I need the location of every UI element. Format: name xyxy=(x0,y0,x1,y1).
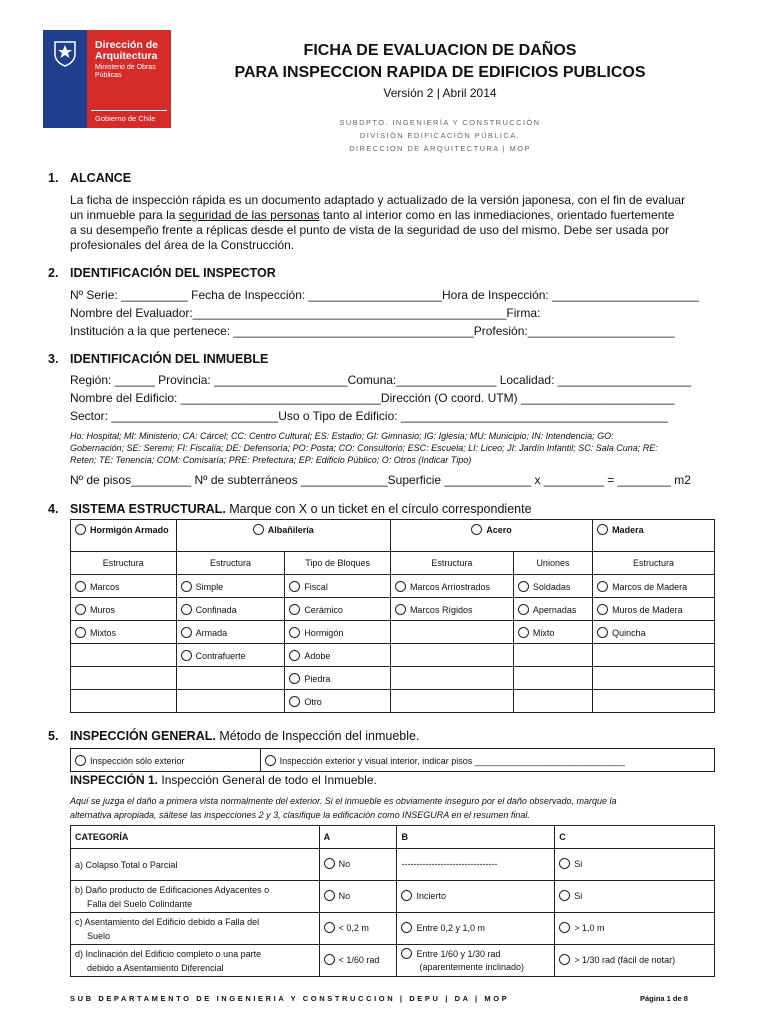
structural-cell[interactable] xyxy=(593,575,715,598)
inspection-1-header-row xyxy=(71,826,715,849)
structural-cell[interactable] xyxy=(390,575,513,598)
structural-option-label: Confinada xyxy=(195,604,237,615)
group-albanileria-cell[interactable] xyxy=(176,520,390,552)
radio-circle-icon[interactable] xyxy=(559,890,570,901)
dept-line-3: DIRECCION DE ARQUITECTURA | MOP xyxy=(349,144,531,153)
category-line-1: b) Daño producto de Edificaciones Adyacentes o xyxy=(75,884,270,895)
structural-cell xyxy=(593,690,715,713)
title-line-1: FICHA DE EVALUACION DE DAÑOS xyxy=(303,42,577,59)
head-a: A xyxy=(319,826,397,849)
section-1-heading xyxy=(48,171,131,185)
structural-cell xyxy=(71,644,177,667)
method-exterior-label: Inspección sólo exterior xyxy=(90,755,185,766)
structural-cell xyxy=(71,667,177,690)
method-interior-label: Inspección exterior y visual interior, indicar pisos ______________________________ xyxy=(279,755,625,766)
legend-line-3: Reten; TE: Tenencia; COM: Comisaría; PRE: Prefectura; EP: Edificio Público; O: Otros (Indicar Tipo) xyxy=(70,455,472,465)
radio-circle-icon[interactable] xyxy=(324,858,335,869)
building-name-field[interactable]: Nombre del Edificio: ______________________________Dirección (O coord. UTM) _______________________ xyxy=(70,391,675,405)
section-1-title: ALCANCE xyxy=(70,171,132,185)
radio-circle-icon[interactable] xyxy=(597,524,608,535)
logo-blue-band xyxy=(43,30,87,128)
option-a[interactable] xyxy=(319,881,397,913)
note-line-1: Aquí se juzga el daño a primera vista normalmente del exterior. Si el inmueble es obviamente inseguro por el daño observado, marque la xyxy=(70,796,617,806)
title-line-2: PARA INSPECCION RAPIDA DE EDIFICIOS PUBLICOS xyxy=(234,64,646,81)
structural-option-label: Quincha xyxy=(612,627,646,638)
radio-circle-icon[interactable] xyxy=(181,650,192,661)
structural-option-label: Marcos xyxy=(90,581,120,592)
radio-circle-icon[interactable] xyxy=(395,604,406,615)
underlined-phrase: seguridad de las personas xyxy=(178,208,320,222)
group-albanileria-label: Albañilería xyxy=(267,525,314,535)
radio-circle-icon[interactable] xyxy=(518,604,529,615)
section-4-title: SISTEMA ESTRUCTURAL. xyxy=(70,502,226,516)
category-line-2: Suelo xyxy=(87,930,111,941)
structural-option-label: Marcos Rígidos xyxy=(409,604,473,615)
structural-option-label: Marcos de Madera xyxy=(612,581,688,592)
section-1-number: 1. xyxy=(48,171,59,185)
structural-cell xyxy=(176,667,285,690)
group-acero-label: Acero xyxy=(486,525,512,535)
option-c[interactable] xyxy=(555,913,715,945)
method-interior-option[interactable] xyxy=(260,749,714,772)
option-c-label: Si xyxy=(574,891,583,901)
section-3-title: IDENTIFICACIÓN DEL INMUEBLE xyxy=(70,352,269,366)
option-b[interactable] xyxy=(397,945,555,977)
group-hormigon-cell[interactable] xyxy=(71,520,177,552)
structural-cell[interactable] xyxy=(176,621,285,644)
structural-cell[interactable] xyxy=(176,644,285,667)
structural-option-label: Soldadas xyxy=(532,581,571,592)
structural-option-label: Piedra xyxy=(304,673,331,684)
structural-cell[interactable] xyxy=(593,621,715,644)
structural-row xyxy=(71,644,715,667)
logo-title xyxy=(95,40,158,62)
radio-circle-icon[interactable] xyxy=(324,922,335,933)
structural-row xyxy=(71,598,715,621)
radio-circle-icon[interactable] xyxy=(75,755,86,766)
radio-circle-icon[interactable] xyxy=(289,581,300,592)
radio-circle-icon[interactable] xyxy=(324,890,335,901)
option-c[interactable] xyxy=(555,881,715,913)
radio-circle-icon[interactable] xyxy=(559,922,570,933)
group-madera-label: Madera xyxy=(612,525,644,535)
building-region-field[interactable]: Región: ______ Provincia: ____________________Comuna:_______________ Localidad: ____________________ xyxy=(70,373,692,387)
structural-cell[interactable] xyxy=(176,598,285,621)
category-cell xyxy=(71,913,320,945)
radio-circle-icon[interactable] xyxy=(471,524,482,535)
option-a-label: No xyxy=(338,891,351,901)
radio-circle-icon[interactable] xyxy=(75,604,86,615)
radio-circle-icon[interactable] xyxy=(518,581,529,592)
chile-crest-icon xyxy=(49,36,81,68)
section-5-instruction: Método de Inspección del inmueble. xyxy=(215,729,420,743)
structural-option-label: Cerámico xyxy=(304,604,343,615)
section-2-title: IDENTIFICACIÓN DEL INSPECTOR xyxy=(70,266,276,280)
inspector-name-field[interactable]: Nombre del Evaluador:_______________________________________________Firma: xyxy=(70,306,541,320)
option-a[interactable] xyxy=(319,849,397,881)
dept-line-2: DIVISIÓN EDIFICACIÓN PÚBLICA. xyxy=(359,131,521,140)
structural-option-label: Hormigón xyxy=(304,627,344,638)
structural-option-label: Marcos Arriostrados xyxy=(409,581,490,592)
radio-circle-icon[interactable] xyxy=(401,948,412,959)
inspection-1-row xyxy=(71,913,715,945)
paragraph-line-2b: tanto al interior como en las inmediaciones, orientado fuertemente xyxy=(319,208,675,222)
building-type-legend xyxy=(70,430,720,466)
inspection-1-heading xyxy=(70,773,377,787)
option-b-label: Entre 0,2 y 1,0 m xyxy=(416,923,485,933)
structural-cell xyxy=(593,667,715,690)
option-a[interactable] xyxy=(319,913,397,945)
option-b[interactable] xyxy=(397,881,555,913)
structural-cell[interactable] xyxy=(71,621,177,644)
subhead-cell: Estructura xyxy=(390,552,513,575)
category-line-2: debido a Asentamiento Diferencial xyxy=(87,962,224,973)
structural-cell[interactable] xyxy=(71,575,177,598)
structural-cell[interactable] xyxy=(285,644,391,667)
section-4-heading xyxy=(48,502,532,516)
radio-circle-icon[interactable] xyxy=(401,890,412,901)
structural-option-label: Mixto xyxy=(532,627,555,638)
radio-circle-icon[interactable] xyxy=(75,581,86,592)
legend-line-1: Ho: Hospital; MI: Ministerio; CA: Cárcel; CC: Centro Cultural; ES: Estadio; GI: Gimnasio; IG: Iglesia; MU: Municipio; IN: Intendencia; GO: xyxy=(70,431,614,441)
radio-circle-icon[interactable] xyxy=(253,524,264,535)
inspector-serial-field[interactable]: Nº Serie: __________ Fecha de Inspección: ____________________Hora de Inspección: ______________________ xyxy=(70,288,699,302)
structural-options-body xyxy=(71,575,715,713)
structural-cell xyxy=(390,621,513,644)
logo-line-2: Arquitectura xyxy=(95,50,158,62)
structural-cell xyxy=(513,667,592,690)
radio-circle-icon[interactable] xyxy=(559,858,570,869)
section-2-heading xyxy=(48,266,276,280)
radio-circle-icon[interactable] xyxy=(181,604,192,615)
structural-cell[interactable] xyxy=(593,598,715,621)
section-5-heading xyxy=(48,729,419,743)
inspection-1-row xyxy=(71,849,715,881)
category-cell xyxy=(71,849,320,881)
structural-cell[interactable] xyxy=(513,598,592,621)
logo-line-3: Ministerio de Obras xyxy=(95,64,156,71)
structural-option-label: Muros de Madera xyxy=(612,604,683,615)
structural-row xyxy=(71,575,715,598)
inspection-1-row xyxy=(71,881,715,913)
option-b-label: -------------------------------- xyxy=(401,859,498,869)
structural-cell[interactable] xyxy=(285,621,391,644)
structural-cell xyxy=(593,644,715,667)
option-a[interactable] xyxy=(319,945,397,977)
structural-cell[interactable] xyxy=(285,575,391,598)
section-1-paragraph xyxy=(70,193,720,253)
option-b[interactable] xyxy=(397,913,555,945)
category-line-1: a) Colapso Total o Parcial xyxy=(75,859,178,870)
legend-line-2: Gobernación; SE: Seremi; FI: Fiscalía; DE: Defensoría; PO: Posta; CO: Consultorio; ESC: Escuela; LI: Liceo; JI: Jardín Infantil; SC: Sala Cuna; RE: xyxy=(70,443,658,453)
structural-option-label: Contrafuerte xyxy=(195,650,246,661)
structural-cell xyxy=(176,690,285,713)
structural-option-label: Fiscal xyxy=(304,581,328,592)
building-sector-field[interactable]: Sector: _________________________Uso o Tipo de Edificio: ________________________________________ xyxy=(70,409,668,423)
option-c-label: > 1/30 rad (fácil de notar) xyxy=(574,955,676,965)
option-b xyxy=(397,849,555,881)
inspection-1-note xyxy=(70,794,720,822)
radio-circle-icon[interactable] xyxy=(289,650,300,661)
option-b-sublabel: (aparentemente inclinado) xyxy=(419,961,525,972)
logo-divider xyxy=(91,110,167,111)
option-c[interactable] xyxy=(555,849,715,881)
dept-line-1: SUBDPTO. INGENIERÍA Y CONSTRUCCIÓN xyxy=(339,118,541,127)
paragraph-line-2a: un inmueble para la xyxy=(70,208,179,222)
radio-circle-icon[interactable] xyxy=(265,755,276,766)
option-a-label: No xyxy=(338,859,351,869)
subhead-cell: Uniones xyxy=(513,552,592,575)
structural-option-label: Apernadas xyxy=(532,604,577,615)
structural-cell[interactable] xyxy=(285,690,391,713)
radio-circle-icon[interactable] xyxy=(289,673,300,684)
subhead-cell: Estructura xyxy=(71,552,177,575)
building-floors-field[interactable]: Nº de pisos_________ Nº de subterráneos _____________Superficie _____________ x _________ = ________ m2 xyxy=(70,473,691,487)
radio-circle-icon[interactable] xyxy=(559,954,570,965)
inspection-method-table xyxy=(70,748,715,772)
radio-circle-icon[interactable] xyxy=(181,627,192,638)
method-exterior-option[interactable] xyxy=(71,749,261,772)
logo-subtitle xyxy=(95,64,156,80)
structural-row xyxy=(71,667,715,690)
radio-circle-icon[interactable] xyxy=(289,604,300,615)
structural-cell xyxy=(513,644,592,667)
structural-option-label: Adobe xyxy=(304,650,331,661)
structural-cell[interactable] xyxy=(285,667,391,690)
inspection-1-table xyxy=(70,825,715,977)
structural-cell[interactable] xyxy=(513,621,592,644)
radio-circle-icon[interactable] xyxy=(324,954,335,965)
radio-circle-icon[interactable] xyxy=(597,627,608,638)
category-cell xyxy=(71,945,320,977)
logo-line-4: Públicas xyxy=(95,72,122,79)
structural-option-label: Mixtos xyxy=(90,627,117,638)
section-4-instruction: Marque con X o un ticket en el círculo correspondiente xyxy=(225,502,532,516)
section-2-number: 2. xyxy=(48,266,59,280)
structural-option-label: Simple xyxy=(195,581,224,592)
radio-circle-icon[interactable] xyxy=(395,581,406,592)
option-c-label: Si xyxy=(574,859,583,869)
paragraph-line-3: a su desempeño frente a réplicas desde el punto de vista de la seguridad de uso del mismo. Debe ser usada por xyxy=(70,223,670,237)
group-madera-cell[interactable] xyxy=(593,520,715,552)
option-c-label: > 1,0 m xyxy=(574,923,605,933)
section-5-number: 5. xyxy=(48,729,59,743)
logo-line-1: Dirección de xyxy=(95,39,159,51)
category-line-2: Falla del Suelo Colindante xyxy=(87,898,193,909)
structural-cell xyxy=(390,690,513,713)
footer-text: SUB DEPARTAMENTO DE INGENIERIA Y CONSTRUCCION | DEPU | DA | MOP xyxy=(70,994,510,1003)
radio-circle-icon[interactable] xyxy=(597,604,608,615)
head-categoria: CATEGORÍA xyxy=(71,826,320,849)
radio-circle-icon[interactable] xyxy=(181,581,192,592)
note-line-2: alternativa apropiada, sáltese las inspecciones 2 y 3, clasifique la edificación como INSEGURA en el resumen final. xyxy=(70,810,530,820)
group-header-row xyxy=(71,520,715,552)
category-line-1: d) Inclinación del Edificio completo o una parte xyxy=(75,948,262,959)
radio-circle-icon[interactable] xyxy=(518,627,529,638)
group-hormigon-label: Hormigón Armado xyxy=(90,525,169,535)
option-c[interactable] xyxy=(555,945,715,977)
page-number: Página 1 de 8 xyxy=(640,994,688,1003)
radio-circle-icon[interactable] xyxy=(401,922,412,933)
section-3-heading xyxy=(48,352,268,366)
inspection-1-title: INSPECCIÓN 1. xyxy=(70,773,159,787)
structural-cell[interactable] xyxy=(390,598,513,621)
structural-cell xyxy=(390,644,513,667)
option-a-label: < 1/60 rad xyxy=(338,955,380,965)
version-line: Versión 2 | Abril 2014 xyxy=(383,86,497,100)
dirección-arquitectura-logo xyxy=(43,30,171,128)
head-b: B xyxy=(397,826,555,849)
option-a-label: < 0,2 m xyxy=(338,923,369,933)
option-b-label: Entre 1/60 y 1/30 rad xyxy=(416,948,501,959)
structural-option-label: Otro xyxy=(304,696,322,707)
inspector-institution-field[interactable]: Institución a la que pertenece: ____________________________________Profesión:______________________ xyxy=(70,324,675,338)
option-b-label: Incierto xyxy=(416,891,446,901)
structural-row xyxy=(71,690,715,713)
category-line-1: c) Asentamiento del Edificio debido a Falla del xyxy=(75,916,260,927)
structural-system-table xyxy=(70,519,715,713)
structural-cell[interactable] xyxy=(285,598,391,621)
structural-row xyxy=(71,621,715,644)
section-3-number: 3. xyxy=(48,352,59,366)
radio-circle-icon[interactable] xyxy=(597,581,608,592)
subhead-cell: Tipo de Bloques xyxy=(285,552,391,575)
structural-option-label: Armada xyxy=(195,627,228,638)
head-c: C xyxy=(555,826,715,849)
inspection-1-row xyxy=(71,945,715,977)
structural-cell[interactable] xyxy=(513,575,592,598)
section-5-title: INSPECCIÓN GENERAL. xyxy=(70,729,216,743)
radio-circle-icon[interactable] xyxy=(75,627,86,638)
radio-circle-icon[interactable] xyxy=(289,696,300,707)
category-cell xyxy=(71,881,320,913)
paragraph-line-1: La ficha de inspección rápida es un documento adaptado y actualizado de la versión japonesa, con el fin de evaluar xyxy=(70,193,686,207)
structural-option-label: Muros xyxy=(90,604,116,615)
structural-cell xyxy=(513,690,592,713)
subhead-cell: Estructura xyxy=(176,552,285,575)
logo-government: Gobierno de Chile xyxy=(95,114,156,123)
radio-circle-icon[interactable] xyxy=(75,524,86,535)
structural-cell xyxy=(71,690,177,713)
radio-circle-icon[interactable] xyxy=(289,627,300,638)
section-4-number: 4. xyxy=(48,502,59,516)
inspection-1-body xyxy=(71,849,715,977)
subheader-row xyxy=(71,552,715,575)
structural-cell[interactable] xyxy=(176,575,285,598)
group-acero-cell[interactable] xyxy=(390,520,592,552)
paragraph-line-2 xyxy=(70,208,720,223)
paragraph-line-4: profesionales del área de la Construcción. xyxy=(70,238,295,252)
structural-cell[interactable] xyxy=(71,598,177,621)
inspection-1-subtitle: Inspección General de todo el Inmueble. xyxy=(158,773,377,787)
structural-cell xyxy=(390,667,513,690)
subhead-cell: Estructura xyxy=(593,552,715,575)
